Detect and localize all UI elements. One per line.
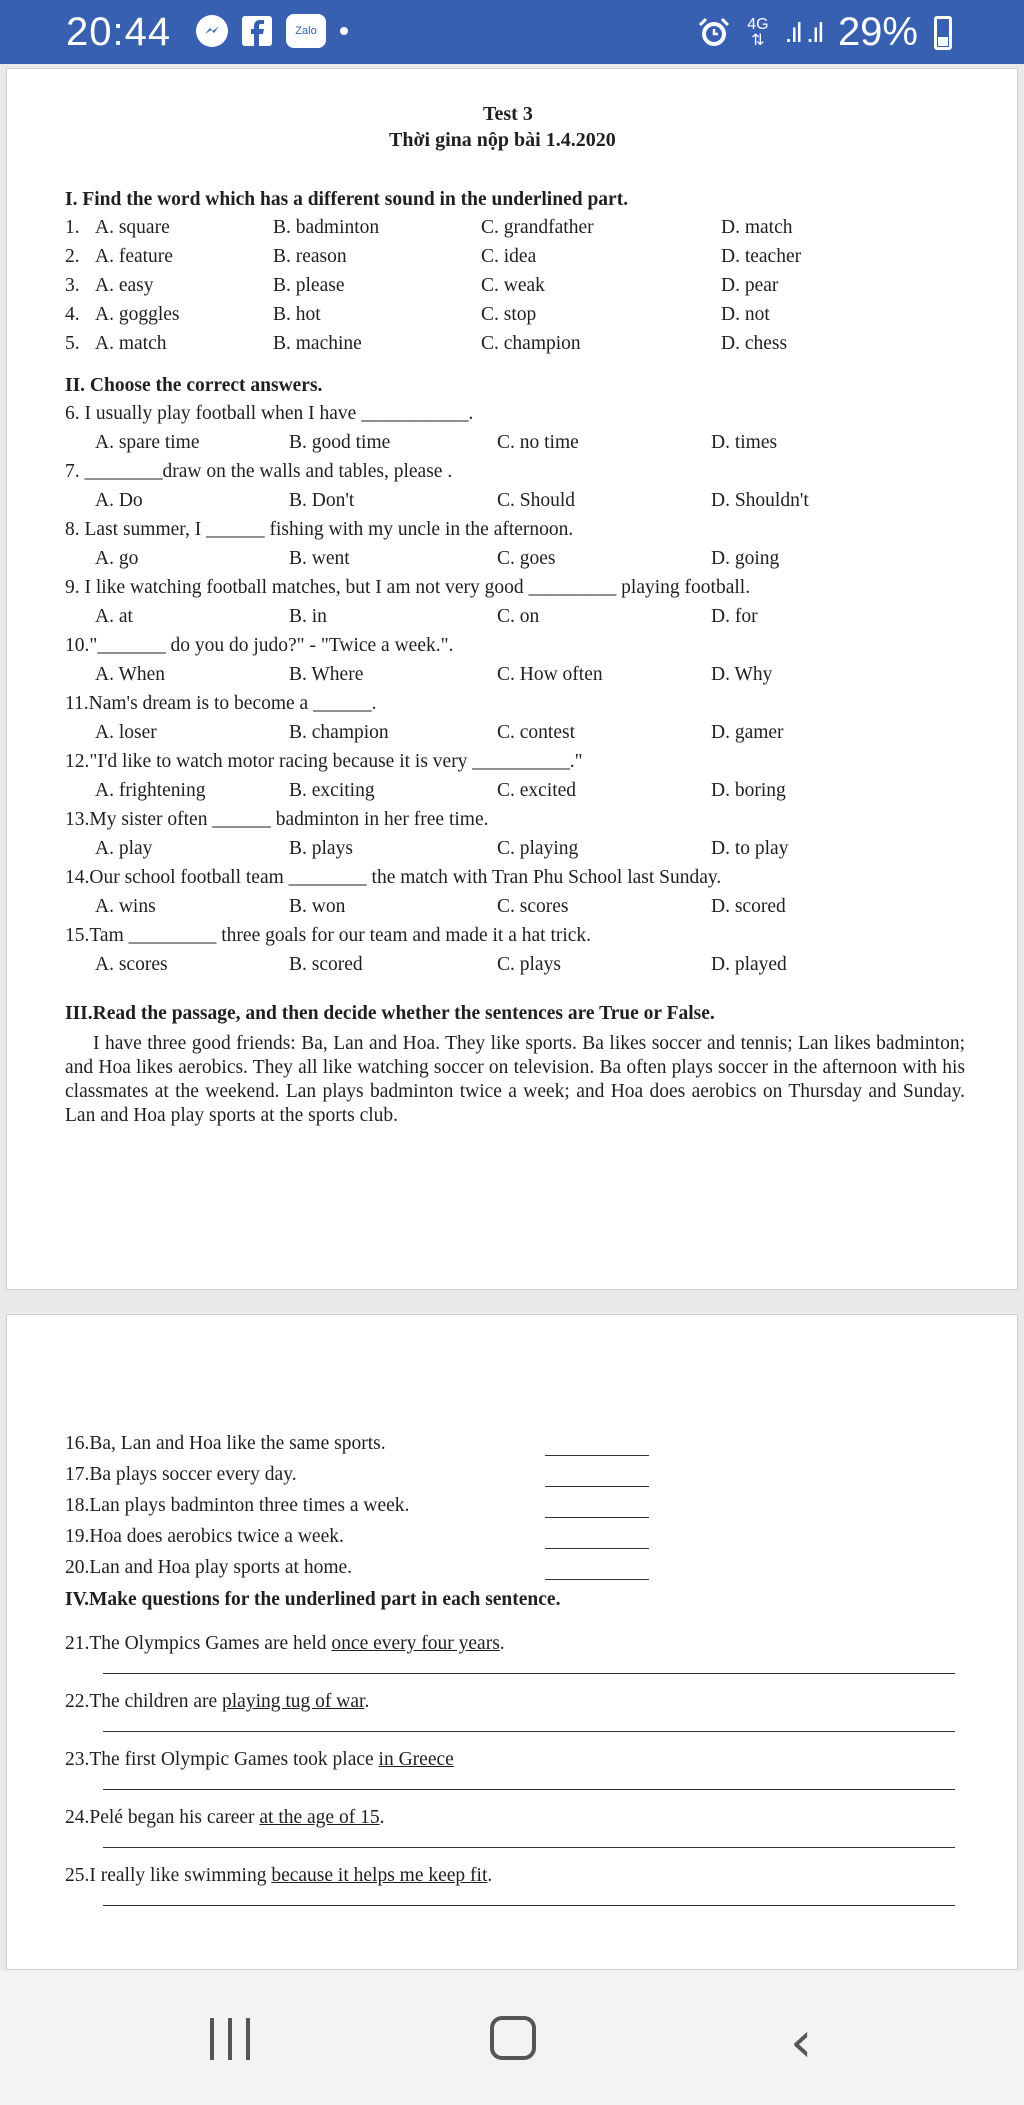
answer-blank[interactable] xyxy=(545,1517,649,1518)
option-b: B. plays xyxy=(289,838,353,859)
sentence-part: 24.Pelé began his career xyxy=(65,1807,260,1828)
zalo-icon: Zalo xyxy=(286,14,326,48)
notification-dot xyxy=(340,27,348,35)
question-text: 13.My sister often ______ badminton in her free time. xyxy=(65,809,489,830)
section-4-heading: IV.Make questions for the underlined part in each sentence. xyxy=(65,1589,561,1610)
option-d: D. gamer xyxy=(711,722,784,743)
option-d: D. match xyxy=(721,217,793,238)
option-a: A. loser xyxy=(95,722,157,743)
row-number: 1. xyxy=(65,217,80,238)
option-b: B. champion xyxy=(289,722,389,743)
option-d: D. to play xyxy=(711,838,789,859)
sentence-part: 25.I really like swimming xyxy=(65,1865,272,1886)
question-text: 7. ________draw on the walls and tables, please . xyxy=(65,461,453,482)
sentence-part: 21.The Olympics Games are held xyxy=(65,1633,332,1654)
option-d: D. not xyxy=(721,304,770,325)
option-c: C. excited xyxy=(497,780,577,801)
option-d: D. chess xyxy=(721,333,788,354)
option-a: A. spare time xyxy=(95,432,200,453)
underlined-part: once every four years xyxy=(331,1633,500,1654)
option-a: A. frightening xyxy=(95,780,206,801)
option-c: C. playing xyxy=(497,838,579,859)
question-text: 10."_______ do you do judo?" - "Twice a week.". xyxy=(65,635,454,656)
sentence-part: 22.The children are xyxy=(65,1691,223,1712)
answer-blank[interactable] xyxy=(545,1486,649,1487)
option-a: A. go xyxy=(95,548,139,569)
option-b: B. please xyxy=(273,275,345,296)
row-number: 5. xyxy=(65,333,80,354)
option-a: A. easy xyxy=(95,275,154,296)
section-2-heading: II. Choose the correct answers. xyxy=(65,375,323,396)
option-c: C. weak xyxy=(481,275,545,296)
option-a: A. goggles xyxy=(95,304,180,325)
option-b: B. Don't xyxy=(289,490,355,511)
option-c: C. on xyxy=(497,606,540,627)
option-a: A. play xyxy=(95,838,153,859)
sentence-part: . xyxy=(487,1865,493,1886)
question-text: 9. I like watching football matches, but I am not very good _________ playing football. xyxy=(65,577,751,598)
option-a: A. When xyxy=(95,664,166,685)
option-c: C. stop xyxy=(481,304,537,325)
sentence-part: . xyxy=(364,1691,370,1712)
option-d: D. Shouldn't xyxy=(711,490,809,511)
option-b: B. scored xyxy=(289,954,363,975)
option-c: C. contest xyxy=(497,722,575,743)
underlined-part: in Greece xyxy=(378,1749,454,1770)
statement: 17.Ba plays soccer every day. xyxy=(65,1464,297,1485)
answer-blank[interactable] xyxy=(545,1455,649,1456)
question-sentence xyxy=(65,1633,505,1655)
option-b: B. Where xyxy=(289,664,364,685)
question-sentence xyxy=(65,1691,369,1713)
section-3-heading: III.Read the passage, and then decide whether the sentences are True or False. xyxy=(65,1003,715,1024)
option-b: B. good time xyxy=(289,432,391,453)
android-nav-bar xyxy=(0,1970,1024,2105)
option-d: D. boring xyxy=(711,780,786,801)
answer-line[interactable] xyxy=(103,1905,955,1906)
option-a: A. match xyxy=(95,333,167,354)
status-bar xyxy=(0,0,1024,64)
document-page-2 xyxy=(6,1314,1018,1970)
answer-line[interactable] xyxy=(103,1731,955,1732)
underlined-part: at the age of 15 xyxy=(259,1807,380,1828)
section-1-heading: I. Find the word which has a different sound in the underlined part. xyxy=(65,189,629,210)
answer-line[interactable] xyxy=(103,1847,955,1848)
recent-apps-icon[interactable] xyxy=(210,2018,250,2060)
option-c: C. goes xyxy=(497,548,556,569)
row-number: 2. xyxy=(65,246,80,267)
option-b: B. in xyxy=(289,606,327,627)
battery-percent: 29% xyxy=(837,10,918,54)
facebook-icon xyxy=(242,16,272,46)
sentence-part: 23.The first Olympic Games took place xyxy=(65,1749,379,1770)
option-a: A. at xyxy=(95,606,133,627)
doc-title: Test 3 xyxy=(483,103,533,125)
option-d: D. teacher xyxy=(721,246,802,267)
sentence-part: . xyxy=(499,1633,505,1654)
network-type: 4G ⇅ xyxy=(747,15,769,49)
status-time: 20:44 xyxy=(66,10,172,54)
signal-bars-icon: .ıl .ıl xyxy=(784,16,822,48)
home-icon[interactable] xyxy=(490,2016,536,2060)
underlined-part: playing tug of war xyxy=(222,1691,365,1712)
option-b: B. exciting xyxy=(289,780,375,801)
option-d: D. times xyxy=(711,432,778,453)
answer-line[interactable] xyxy=(103,1789,955,1790)
answer-line[interactable] xyxy=(103,1673,955,1674)
option-b: B. machine xyxy=(273,333,362,354)
option-d: D. for xyxy=(711,606,758,627)
question-text: 12."I'd like to watch motor racing because it is very __________." xyxy=(65,751,583,772)
option-b: B. went xyxy=(289,548,350,569)
option-d: D. Why xyxy=(711,664,773,685)
option-a: A. square xyxy=(95,217,170,238)
option-d: D. pear xyxy=(721,275,779,296)
answer-blank[interactable] xyxy=(545,1548,649,1549)
option-b: B. won xyxy=(289,896,346,917)
option-a: A. wins xyxy=(95,896,156,917)
question-sentence xyxy=(65,1807,384,1829)
option-d: D. scored xyxy=(711,896,786,917)
doc-subtitle: Thời gina nộp bài 1.4.2020 xyxy=(389,129,616,151)
option-c: C. scores xyxy=(497,896,569,917)
statement: 19.Hoa does aerobics twice a week. xyxy=(65,1526,344,1547)
reading-passage: I have three good friends: Ba, Lan and Hoa. They like sports. Ba likes soccer and tennis; Lan likes badminton; and Hoa likes aerobics. They all like watching soccer on television. Ba often plays soccer in the afternoon with his classmates at the weekend. Lan plays badminton twice a week; and Hoa does aerobics on Thursday and Sunday. Lan and Hoa play sports at the sports club. xyxy=(65,1033,965,1126)
statement: 20.Lan and Hoa play sports at home. xyxy=(65,1557,353,1578)
option-d: D. going xyxy=(711,548,780,569)
option-c: C. idea xyxy=(481,246,537,267)
back-icon[interactable]: ‹ xyxy=(790,2010,813,2075)
answer-blank[interactable] xyxy=(545,1579,649,1580)
battery-icon xyxy=(934,16,952,50)
row-number: 4. xyxy=(65,304,80,325)
option-c: C. no time xyxy=(497,432,579,453)
question-text: 15.Tam _________ three goals for our team and made it a hat trick. xyxy=(65,925,592,946)
option-c: C. plays xyxy=(497,954,561,975)
option-c: C. champion xyxy=(481,333,581,354)
option-b: B. hot xyxy=(273,304,321,325)
row-number: 3. xyxy=(65,275,80,296)
option-c: C. grandfather xyxy=(481,217,594,238)
question-sentence xyxy=(65,1749,454,1771)
document-page-1 xyxy=(6,68,1018,1290)
sentence-part: . xyxy=(379,1807,385,1828)
question-text: 11.Nam's dream is to become a ______. xyxy=(65,693,377,714)
question-text: 6. I usually play football when I have ___________. xyxy=(65,403,474,424)
statement: 18.Lan plays badminton three times a week. xyxy=(65,1495,410,1516)
messenger-icon xyxy=(196,15,228,47)
option-b: B. reason xyxy=(273,246,347,267)
question-sentence xyxy=(65,1865,492,1887)
alarm-icon xyxy=(697,16,731,50)
statement: 16.Ba, Lan and Hoa like the same sports. xyxy=(65,1433,386,1454)
question-text: 8. Last summer, I ______ fishing with my uncle in the afternoon. xyxy=(65,519,574,540)
question-text: 14.Our school football team ________ the match with Tran Phu School last Sunday. xyxy=(65,867,722,888)
option-a: A. Do xyxy=(95,490,143,511)
option-b: B. badminton xyxy=(273,217,380,238)
option-c: C. Should xyxy=(497,490,576,511)
option-a: A. feature xyxy=(95,246,173,267)
underlined-part: because it helps me keep fit xyxy=(271,1865,488,1886)
option-c: C. How often xyxy=(497,664,603,685)
option-d: D. played xyxy=(711,954,787,975)
option-a: A. scores xyxy=(95,954,168,975)
